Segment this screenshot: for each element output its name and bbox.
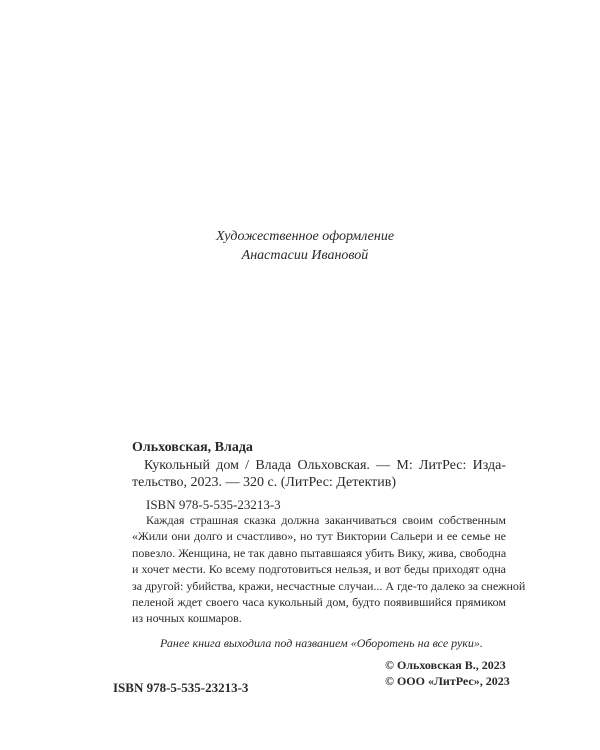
footer-isbn: ISBN 978-5-535-23213-3	[113, 680, 249, 695]
description-line-1: Кукольный дом / Влада Ольховская. — М: ЛитРес: Изда-	[144, 458, 506, 473]
author-heading: Ольховская, Влада	[132, 440, 253, 455]
description-line-2: тельство, 2023. — 320 с. (ЛитРес: Детектив)	[132, 475, 397, 490]
credits-line-1: Художественное оформление	[215, 229, 395, 244]
previous-title-note: Ранее книга выходила под названием «Оборотень на все руки».	[160, 636, 483, 650]
annotation-line: «Жили они долго и счастливо», но тут Виктории Сальери и ее семье не	[132, 529, 506, 543]
annotation-line: и хочет мести. Ко всему подготовиться нельзя, и вот беды приходят одна	[132, 562, 506, 576]
catalog-isbn: ISBN 978-5-535-23213-3	[146, 497, 281, 512]
annotation-line: повезло. Женщина, не так давно пытавшаяся убить Вику, жива, свободна	[132, 546, 507, 560]
copyright-author: © Ольховская В., 2023	[385, 658, 506, 672]
annotation-line: из ночных кошмаров.	[132, 611, 242, 625]
annotation-line: Каждая страшная сказка должна заканчиваться своим собственным	[146, 513, 506, 527]
annotation-line: пеленой ждет своего часа кукольный дом, будто появившийся прямиком	[132, 595, 506, 609]
annotation-line: за другой: убийства, кражи, несчастные случаи... А где-то далеко за снежной	[132, 579, 526, 593]
credits-line-2: Анастасии Ивановой	[241, 248, 369, 263]
copyright-publisher: © ООО «ЛитРес», 2023	[385, 674, 510, 688]
